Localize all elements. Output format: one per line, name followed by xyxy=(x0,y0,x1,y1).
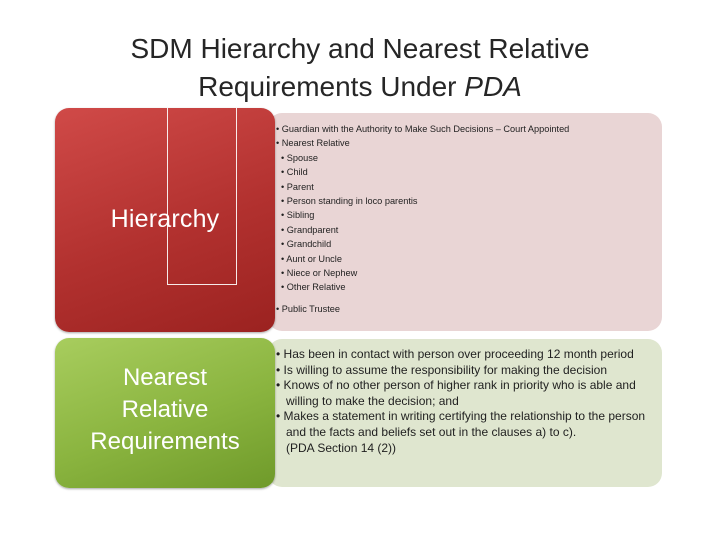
requirement-reference: (PDA Section 14 (2)) xyxy=(286,440,397,455)
hierarchy-subitem: • Sibling xyxy=(281,210,315,221)
requirement-item: • Knows of no other person of higher rank in priority who is able and willing to make the decision; and xyxy=(276,378,636,408)
hierarchy-subitem: • Spouse xyxy=(281,152,318,163)
hierarchy-subitem: • Person standing in loco parentis xyxy=(281,196,418,207)
hierarchy-item-nearest-relative: • Nearest Relative xyxy=(276,138,350,149)
requirement-item: • Makes a statement in writing certifying the relationship to the person and the facts and beliefs set out in the clauses a) to c). xyxy=(276,409,646,439)
title-pda: PDA xyxy=(464,71,522,102)
requirement-item: • Is willing to assume the responsibility for making the decision xyxy=(276,362,608,377)
title-line-1: SDM Hierarchy and Nearest Relative xyxy=(130,33,590,64)
hierarchy-subitem: • Niece or Nephew xyxy=(281,268,358,279)
hierarchy-subitem: • Grandchild xyxy=(281,239,332,250)
title-line-2 xyxy=(0,68,720,106)
hierarchy-subitem: • Aunt or Uncle xyxy=(281,253,342,264)
requirement-item: • Has been in contact with person over proceeding 12 month period xyxy=(276,347,634,361)
requirements-label-line: Relative xyxy=(121,396,209,423)
hierarchy-subitem: • Other Relative xyxy=(281,282,346,293)
hierarchy-label: Hierarchy xyxy=(110,205,220,233)
requirements-label-line: Requirements xyxy=(90,428,240,455)
requirements-label xyxy=(55,362,275,458)
requirements-header-box xyxy=(55,338,275,488)
slide-title xyxy=(0,30,720,106)
hierarchy-subitem: • Grandparent xyxy=(281,224,339,235)
hierarchy-bracket-outline xyxy=(167,108,237,285)
hierarchy-subitem: • Child xyxy=(281,167,308,178)
hierarchy-item-guardian: • Guardian with the Authority to Make Such Decisions – Court Appointed xyxy=(276,124,570,134)
title-line-2-text: Requirements Under xyxy=(198,71,465,102)
requirements-content-panel xyxy=(268,339,662,487)
requirements-label-line: Nearest xyxy=(122,364,208,391)
hierarchy-item-public-trustee: • Public Trustee xyxy=(276,304,340,314)
hierarchy-content-panel xyxy=(268,113,662,331)
requirements-list xyxy=(276,347,648,456)
hierarchy-header-box xyxy=(55,108,275,332)
hierarchy-subitem: • Parent xyxy=(281,181,314,192)
hierarchy-list xyxy=(276,122,569,295)
